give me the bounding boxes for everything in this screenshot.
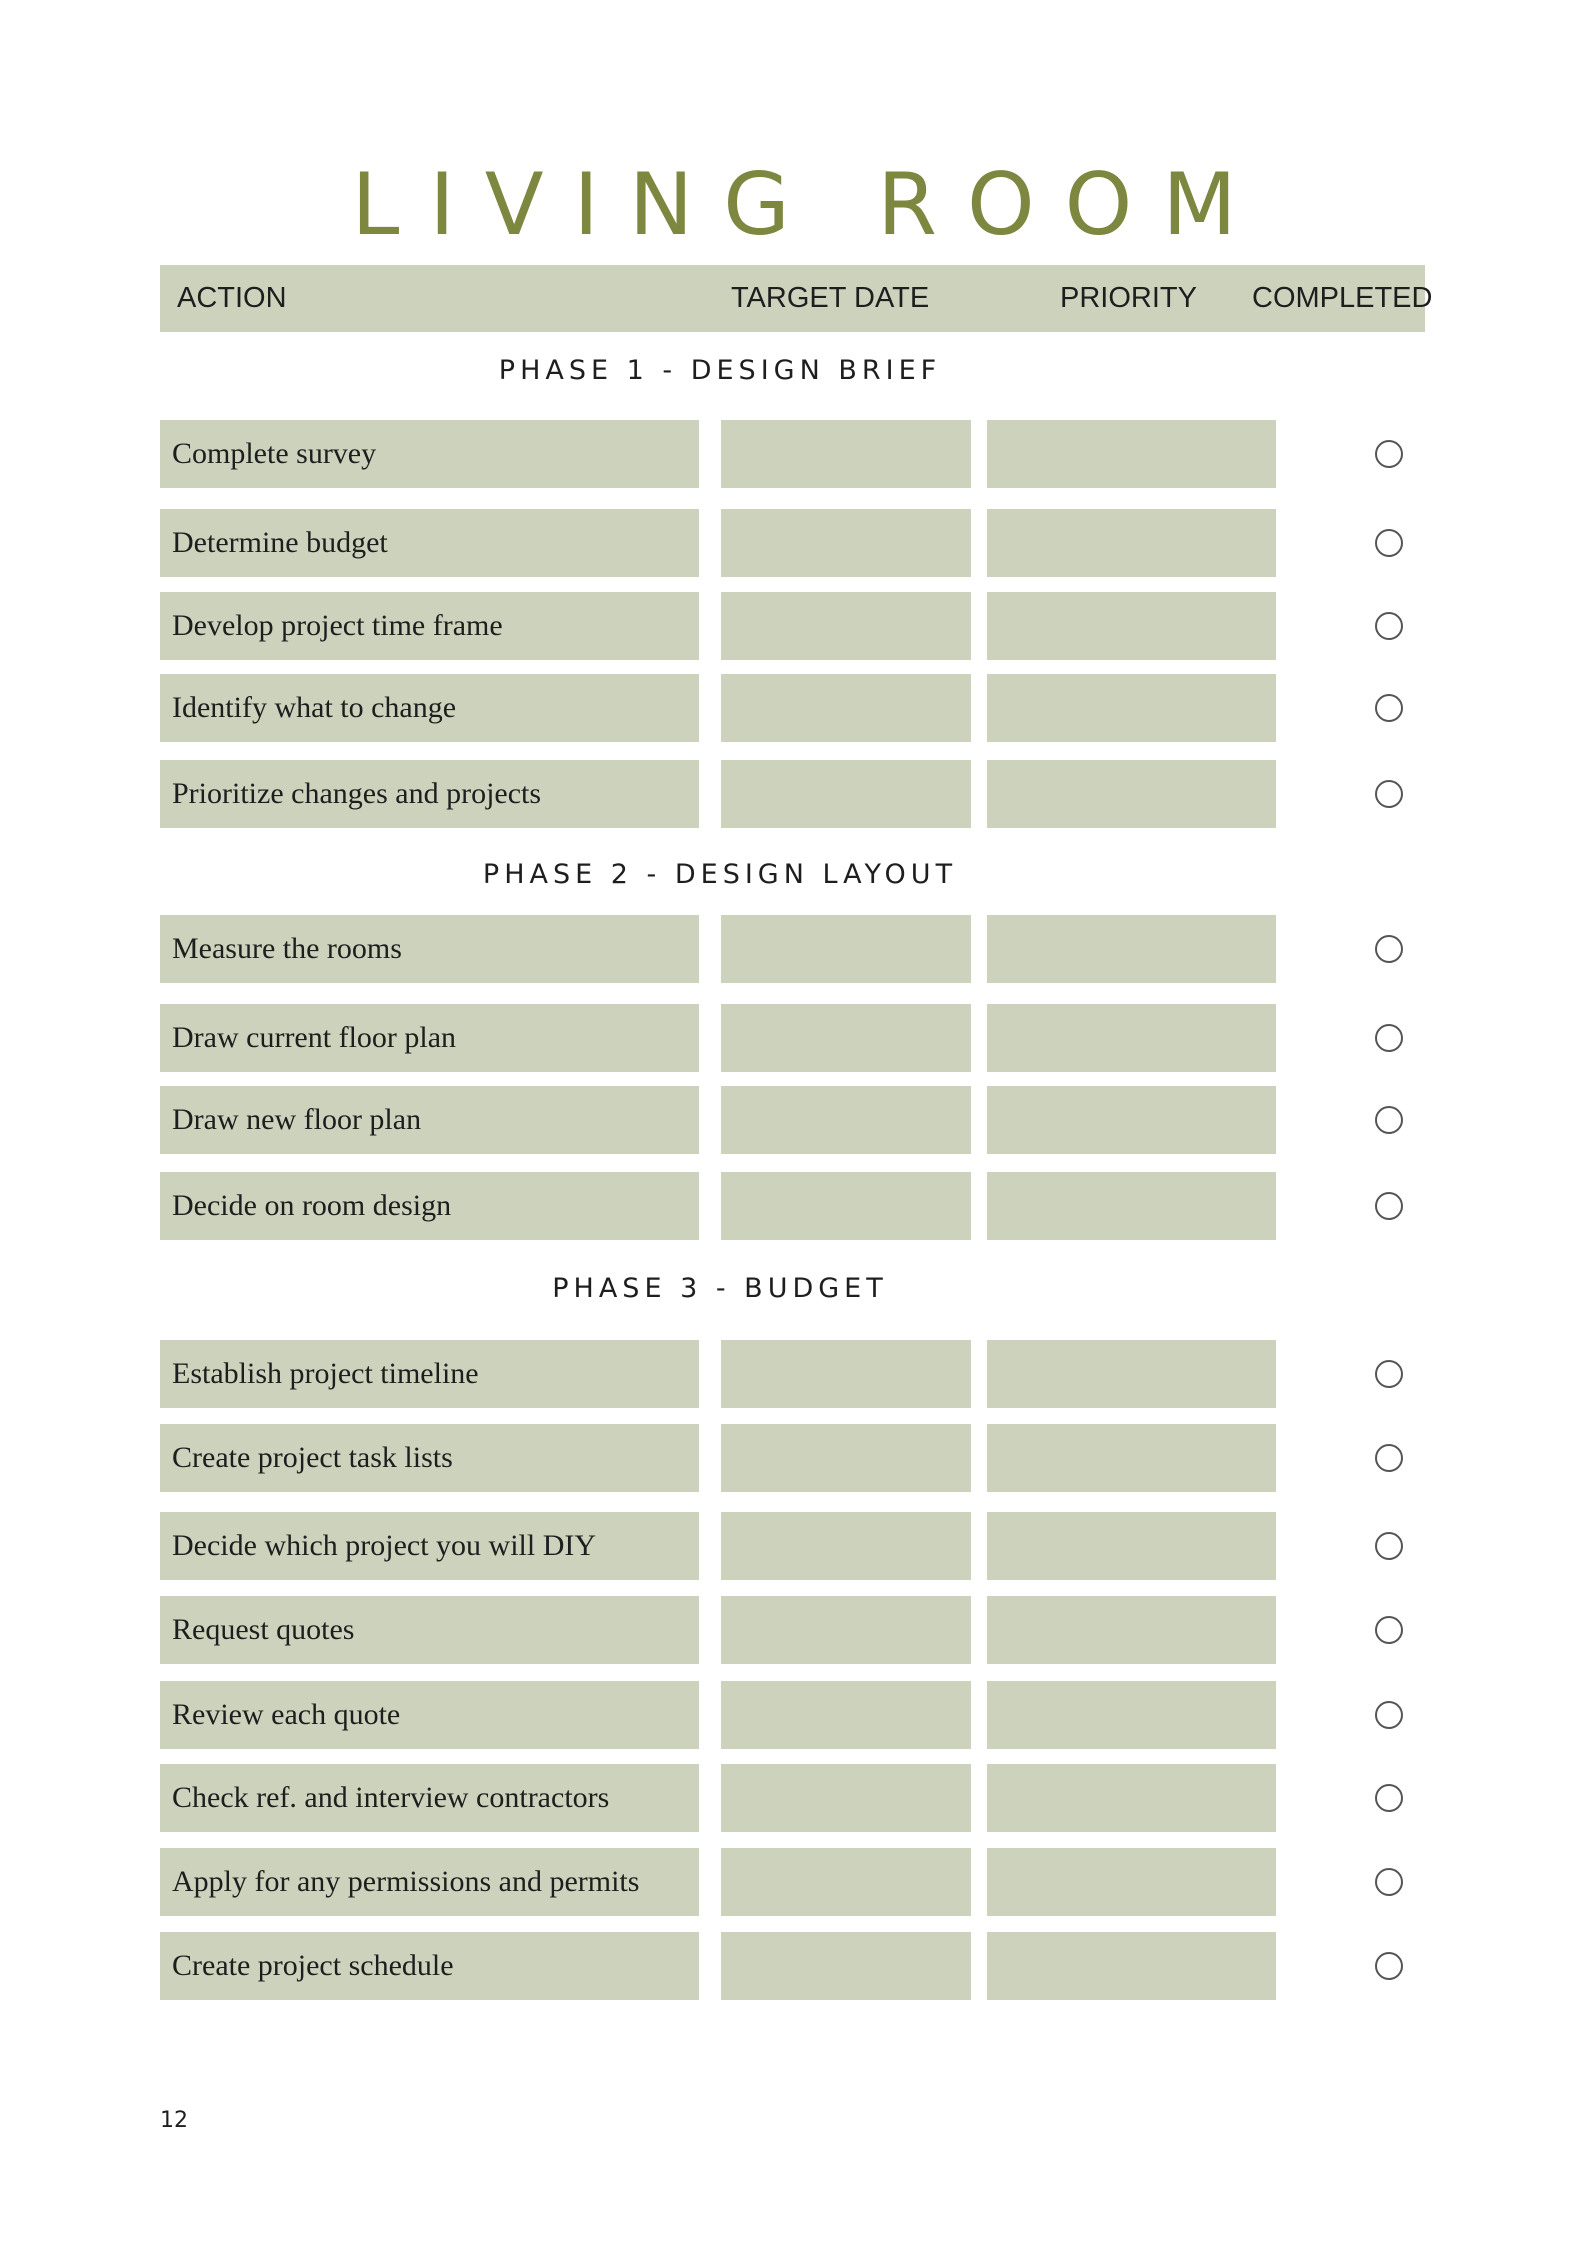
priority-field[interactable] [987, 1596, 1276, 1664]
target-date-field[interactable] [721, 592, 971, 660]
column-header-bar [160, 265, 1433, 332]
completed-radio[interactable] [1375, 440, 1403, 468]
target-date-field[interactable] [721, 1512, 971, 1580]
completed-radio[interactable] [1375, 1444, 1403, 1472]
priority-field[interactable] [987, 1340, 1276, 1408]
completed-radio[interactable] [1375, 612, 1403, 640]
completed-radio[interactable] [1375, 1868, 1403, 1896]
priority-field[interactable] [987, 1681, 1276, 1749]
priority-field[interactable] [987, 592, 1276, 660]
checklist-row [0, 1596, 1588, 1664]
checklist-row [0, 1848, 1588, 1916]
column-header-priority: PRIORITY [1060, 282, 1197, 314]
completed-radio[interactable] [1375, 1532, 1403, 1560]
action-label: Complete survey [172, 437, 377, 470]
column-header-action: ACTION [177, 282, 287, 314]
checklist-row [0, 674, 1588, 742]
target-date-field[interactable] [721, 1424, 971, 1492]
priority-field[interactable] [987, 1086, 1276, 1154]
checklist-row [0, 1424, 1588, 1492]
target-date-field[interactable] [721, 509, 971, 577]
priority-field[interactable] [987, 1932, 1276, 2000]
page-number: 12 [160, 2108, 188, 2133]
priority-field[interactable] [987, 1512, 1276, 1580]
target-date-field[interactable] [721, 1764, 971, 1832]
checklist-row [0, 1764, 1588, 1832]
checklist-row [0, 1004, 1588, 1072]
action-label: Prioritize changes and projects [172, 777, 542, 810]
priority-field[interactable] [987, 1848, 1276, 1916]
checklist-row [0, 1681, 1588, 1749]
target-date-field[interactable] [721, 1848, 971, 1916]
priority-field[interactable] [987, 1172, 1276, 1240]
priority-field[interactable] [987, 1004, 1276, 1072]
completed-radio[interactable] [1375, 1106, 1403, 1134]
completed-radio[interactable] [1375, 694, 1403, 722]
column-header-completed: COMPLETED [1252, 282, 1433, 314]
target-date-field[interactable] [721, 1596, 971, 1664]
phase-title: PHASE 1 - DESIGN BRIEF [498, 355, 942, 386]
target-date-field[interactable] [721, 674, 971, 742]
checklist-row [0, 915, 1588, 983]
checklist-row [0, 1932, 1588, 2000]
target-date-field[interactable] [721, 760, 971, 828]
checklist-row [0, 760, 1588, 828]
phase-title: PHASE 3 - BUDGET [552, 1273, 888, 1304]
target-date-field[interactable] [721, 1086, 971, 1154]
target-date-field[interactable] [721, 420, 971, 488]
priority-field[interactable] [987, 1424, 1276, 1492]
action-label: Develop project time frame [172, 609, 503, 642]
column-header-target-date: TARGET DATE [731, 282, 930, 314]
action-label: Request quotes [172, 1613, 355, 1646]
phase-title: PHASE 2 - DESIGN LAYOUT [482, 859, 958, 890]
action-label: Apply for any permissions and permits [172, 1865, 640, 1898]
priority-field[interactable] [987, 1764, 1276, 1832]
action-label: Establish project timeline [172, 1357, 479, 1390]
checklist-row [0, 592, 1588, 660]
action-label: Review each quote [172, 1698, 401, 1731]
priority-field[interactable] [987, 674, 1276, 742]
action-label: Measure the rooms [172, 932, 402, 965]
completed-radio[interactable] [1375, 935, 1403, 963]
page-title: LIVING ROOM [351, 155, 1267, 255]
checklist-row [0, 1172, 1588, 1240]
target-date-field[interactable] [721, 1932, 971, 2000]
completed-radio[interactable] [1375, 1192, 1403, 1220]
priority-field[interactable] [987, 509, 1276, 577]
checklist-row [0, 420, 1588, 488]
action-label: Create project schedule [172, 1949, 454, 1982]
target-date-field[interactable] [721, 1172, 971, 1240]
priority-field[interactable] [987, 915, 1276, 983]
target-date-field[interactable] [721, 1004, 971, 1072]
completed-radio[interactable] [1375, 1360, 1403, 1388]
action-label: Decide which project you will DIY [172, 1529, 597, 1562]
priority-field[interactable] [987, 760, 1276, 828]
completed-radio[interactable] [1375, 1616, 1403, 1644]
completed-radio[interactable] [1375, 1024, 1403, 1052]
completed-radio[interactable] [1375, 1784, 1403, 1812]
priority-field[interactable] [987, 420, 1276, 488]
action-label: Draw new floor plan [172, 1103, 422, 1136]
checklist-row [0, 1512, 1588, 1580]
completed-radio[interactable] [1375, 1952, 1403, 1980]
action-label: Decide on room design [172, 1189, 452, 1222]
completed-radio[interactable] [1375, 1701, 1403, 1729]
action-label: Identify what to change [172, 691, 457, 724]
action-label: Create project task lists [172, 1441, 453, 1474]
action-label: Check ref. and interview contractors [172, 1781, 610, 1814]
completed-radio[interactable] [1375, 529, 1403, 557]
action-label: Draw current floor plan [172, 1021, 457, 1054]
checklist-row [0, 509, 1588, 577]
target-date-field[interactable] [721, 1681, 971, 1749]
checklist-row [0, 1340, 1588, 1408]
target-date-field[interactable] [721, 1340, 971, 1408]
action-label: Determine budget [172, 526, 388, 559]
target-date-field[interactable] [721, 915, 971, 983]
completed-radio[interactable] [1375, 780, 1403, 808]
checklist-row [0, 1086, 1588, 1154]
